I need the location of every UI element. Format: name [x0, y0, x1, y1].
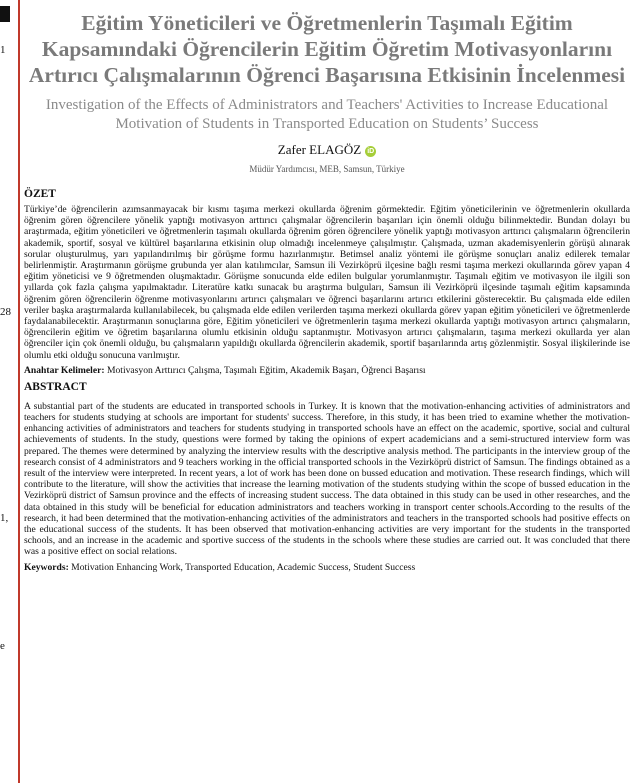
paper-title-english: Investigation of the Effects of Administrators and Teachers' Activities to Increase Educational Motivation of Students in Transported Education on Students’ Success — [45, 97, 609, 132]
margin-fragment: 1, — [0, 512, 9, 524]
margin-fragment: 1 — [0, 44, 6, 56]
keywords-turkish-label: Anahtar Kelimeler: — [24, 364, 105, 376]
ozet-text: Türkiye’de öğrencilerin azımsanmayacak bir kısmı taşıma merkezi okullarda öğrenim görmektedir. Eğitim yöneticilerinin ve öğretmenlerin okullarda öğrenim gören öğrencilere yönelik yaptığı motivasyon arttırıcı çalışmalar öğrencilerin başarıları için önemli olduğu bilinmektedir. Bundan dolayı bu araştırmada, eğitim yöneticileri ve öğretmenlerin taşımalı okullarda öğrenim gören öğrencilere yönelik yaptığı motivasyon arttırıcı çalışmaların öğrencilerin akademik, sportif, sosyal ve kültürel başarılarına etkisinin olup olmadığı incelenmeye çalışılmıştır. Çalışmada, uzman akademisyenlerin görüşü alınarak sorular oluşturulmuş, yarı yapılandırılmış bir görüşme formu hazırlanmıştır. Betimsel analiz yöntemi ile görüşme sonuçları analiz edilerek temalar belirlenmiştir. Araştırmanın görüşme grubunda yer alan katılımcılar, Samsun ili Vezirköprü ilçesine bağlı resmi taşıma merkezi okullarında görev yapan 4 eğitim yöneticisi ve 9 öğretmenden oluşmaktadır. Görüşme sonucunda elde edilen bulgular yorumlanmıştır. Taşımalı eğitim ve motivasyon ile ilgili son yıllarda çok fazla çalışma yapılmaktadır. Literatüre katkı sunacak bu araştırma bulguları, Samsun ili Vezirköprü ilçesinde taşımalı eğitim kapsamında öğrenim gören öğrencilerin öğrenme motivasyonlarını artırıcı çalışmaları ve öğrenci başarılarını artırıcı etkilerini gösterecektir. Bu çalışmada elde edilen veriler başka araştırmalarda kullanılabilecek, bu çalışmada elde edilen verilerden taşıma merkezi okullarda görev yapan eğitim yöneticileri ve öğretmenlerde faydalanabilecektir. Araştırmanın sonuçlarına göre, Eğitim yöneticileri ve öğretmenlerin taşıma merkezi okullarda yaptığı motivasyon artırıcı çalışmaların, öğrencilerin eğitim ve öğretim başarılarına olumlu etkisinin olduğu saptanmıştır. Motivasyon artırıcı çalışmaların, taşıma merkezi okullarda yer alan öğrenciler için çok önemli olduğu, bu çalışmaların yapıldığı okullarda öğrencilerin akademik, sportif başarılarında artış gözlenmiştir. Sosyal ilişkilerinde ise olumlu etki olduğu sonucuna varılmıştır. — [24, 204, 630, 361]
keywords-turkish-text: Motivasyon Arttırıcı Çalışma, Taşımalı Eğitim, Akademik Başarı, Öğrenci Başarısı — [106, 364, 426, 376]
author-line — [24, 142, 630, 158]
previous-page-edge — [0, 0, 18, 783]
keywords-turkish — [24, 365, 630, 377]
paper-page — [24, 0, 630, 783]
margin-fragment: 28 — [0, 306, 11, 318]
keywords-english-text: Motivation Enhancing Work, Transported Education, Academic Success, Student Success — [71, 561, 416, 573]
author-name: Zafer ELAGÖZ — [277, 142, 362, 157]
ozet-heading: ÖZET — [24, 188, 56, 200]
author-affiliation: Müdür Yardımcısı, MEB, Samsun, Türkiye — [249, 164, 405, 174]
previous-page-block — [0, 6, 10, 22]
margin-fragment: e — [0, 640, 5, 652]
abstract-heading: ABSTRACT — [24, 380, 87, 393]
keywords-english-label: Keywords: — [24, 561, 69, 573]
abstract-text: A substantial part of the students are educated in transported schools in Turkey. It is known that the motivation-enhancing activities of administrators and teachers for students studying at schools are important for students' success. Therefore, in this study, it has been tried to examine whether the motivation-enhancing activities of administrators and teachers for students studying in transported schools have an effect on the academic, sportive, social and cultural achievements of students. In the study, questions were formed by taking the opinions of expert academicians and a semi-structured interview form was prepared. The themes were determined by analyzing the interview results with the descriptive analysis method. The participants in the interview group of the research consist of 4 administrators and 9 teachers working in the official transported schools in the Vezirköprü district of Samsun. The findings obtained as a result of the interview were interpreted. In recent years, a lot of work has been done on bussed education and motivation. These research findings, which will contribute to the literature, will show the activities that increase the learning motivation of the students studying within the scope of bussed education in the Vezirköprü district of Samsun province and the effects of increasing student success. The data obtained in this study can be used in other researches, and the data obtained in this study will be beneficial for education administrators and teachers working in transport center schools.According to the results of the research, it had been determined that the motivation-enhancing activities of the administrators and teachers in the transported schools had positive effects on the educational success of the students. It has been observed that motivation-enhancing activities are very important for the students in the transported schools, and an increase in the academic and sportive success of the students in the schools where these studies are carried out. It was concluded that there was a positive effect on social relations. — [24, 400, 630, 558]
orcid-icon[interactable]: iD — [367, 147, 375, 155]
paper-title-turkish: Eğitim Yöneticileri ve Öğretmenlerin Taşımalı Eğitim Kapsamındaki Öğrencilerin Eğitim Öğretim Motivasyonlarını Artırıcı Çalışmalarının Öğrenci Başarısına Etkisinin İncelenmesi — [28, 11, 626, 87]
keywords-english — [24, 562, 630, 574]
page-divider-line — [18, 0, 20, 783]
